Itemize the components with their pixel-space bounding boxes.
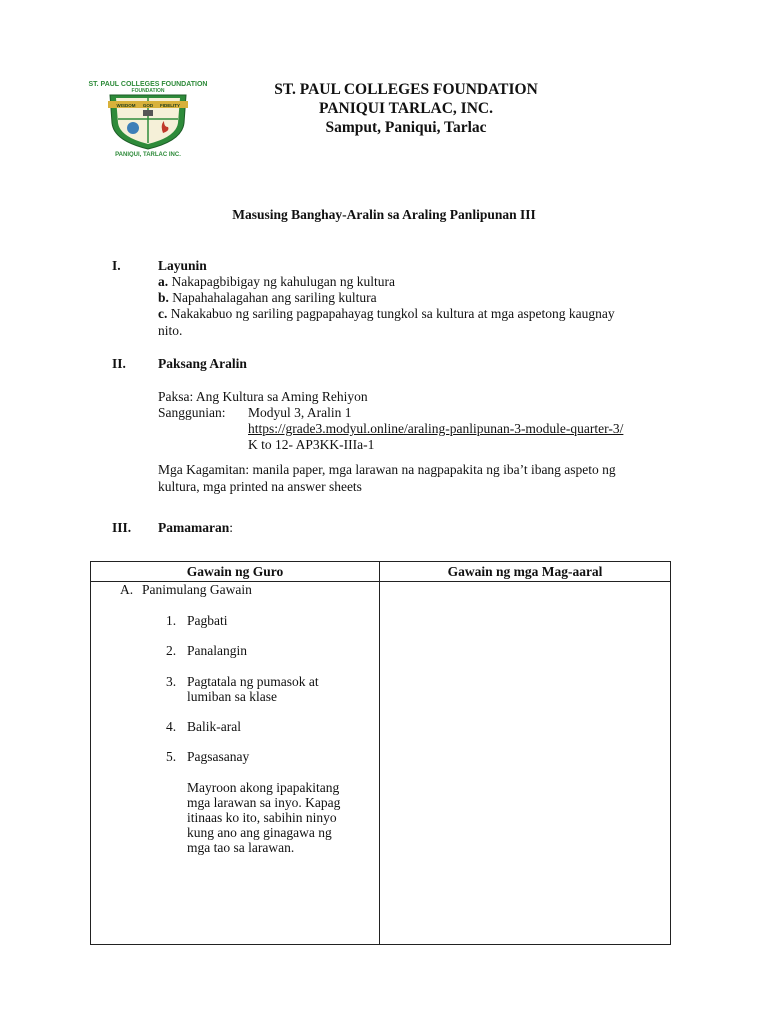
section-heading-layunin: Layunin bbox=[158, 258, 207, 273]
part-a-letter: A. bbox=[120, 582, 134, 597]
header-student-activity: Gawain ng mga Mag-aaral bbox=[380, 562, 671, 582]
school-name: ST. PAUL COLLEGES FOUNDATION bbox=[274, 81, 538, 98]
section-numeral-3: III. bbox=[112, 520, 132, 535]
svg-text:ST. PAUL COLLEGES FOUNDATION: ST. PAUL COLLEGES FOUNDATION bbox=[88, 81, 208, 88]
sanggunian-link[interactable]: https://grade3.modyul.online/araling-panlipunan-3-module-quarter-3/ bbox=[248, 421, 624, 436]
step-1-text: Pagbati bbox=[187, 613, 228, 628]
svg-text:WISDOM: WISDOM bbox=[116, 103, 136, 108]
step-1-number: 1. bbox=[166, 613, 177, 628]
objective-c: c. Nakakabuo ng sariling pagpapahayag tungkol sa kultura at mga aspetong kaugnay bbox=[158, 306, 615, 321]
paksa: Paksa: Ang Kultura sa Aming Rehiyon bbox=[158, 389, 368, 404]
section-numeral-1: I. bbox=[112, 258, 121, 273]
kagamitan-line1: Mga Kagamitan: manila paper, mga larawan na nagpapakita ng iba’t ibang aspeto ng bbox=[158, 462, 616, 477]
school-header bbox=[236, 80, 576, 137]
section-heading-pamamaraan: Pamamaran: bbox=[158, 520, 234, 535]
svg-text:FIDELITY: FIDELITY bbox=[160, 103, 180, 108]
student-activity-cell bbox=[380, 582, 671, 945]
objective-a: a. Nakapagbibigay ng kahulugan ng kultura bbox=[158, 274, 395, 289]
part-a-title: Panimulang Gawain bbox=[142, 582, 252, 597]
pagsasanay-line-3: itinaas ko ito, sabihin ninyo bbox=[187, 810, 337, 825]
procedure-table bbox=[90, 561, 671, 945]
header-teacher-activity: Gawain ng Guro bbox=[91, 562, 380, 582]
step-5-text: Pagsasanay bbox=[187, 749, 250, 764]
sanggunian-code: K to 12- AP3KK-IIIa-1 bbox=[248, 437, 375, 452]
pagsasanay-line-5: mga tao sa larawan. bbox=[187, 840, 295, 855]
step-2-text: Panalangin bbox=[187, 643, 247, 658]
step-4-text: Balik-aral bbox=[187, 719, 241, 734]
step-3-text-line2: lumiban sa klase bbox=[187, 689, 277, 704]
kagamitan-line2: kultura, mga printed na answer sheets bbox=[158, 479, 362, 494]
step-2-number: 2. bbox=[166, 643, 177, 658]
step-4-number: 4. bbox=[166, 719, 177, 734]
svg-text:GOD: GOD bbox=[142, 103, 154, 108]
svg-text:FOUNDATION: FOUNDATION bbox=[131, 88, 165, 94]
objective-b: b. Napahahalagahan ang sariling kultura bbox=[158, 290, 377, 305]
school-name-line2: PANIQUI TARLAC, INC. bbox=[319, 100, 493, 117]
sanggunian-module: Modyul 3, Aralin 1 bbox=[248, 405, 352, 420]
svg-text:PANIQUI, TARLAC INC.: PANIQUI, TARLAC INC. bbox=[115, 152, 181, 157]
step-3-text-line1: Pagtatala ng pumasok at bbox=[187, 674, 319, 689]
section-heading-paksang-aralin: Paksang Aralin bbox=[158, 356, 247, 371]
pagsasanay-line-2: mga larawan sa inyo. Kapag bbox=[187, 795, 341, 810]
school-logo bbox=[88, 77, 208, 157]
teacher-activity-cell bbox=[91, 582, 380, 945]
school-address: Samput, Paniqui, Tarlac bbox=[325, 119, 487, 136]
section-numeral-2: II. bbox=[112, 356, 126, 371]
pagsasanay-line-1: Mayroon akong ipapakitang bbox=[187, 780, 340, 795]
step-3-number: 3. bbox=[166, 674, 177, 689]
pagsasanay-line-4: kung ano ang ginagawa ng bbox=[187, 825, 332, 840]
step-5-number: 5. bbox=[166, 749, 177, 764]
sanggunian-label: Sanggunian: bbox=[158, 405, 226, 420]
document-title: Masusing Banghay-Aralin sa Araling Panlipunan III bbox=[232, 207, 536, 222]
objective-c-continuation: nito. bbox=[158, 323, 183, 338]
